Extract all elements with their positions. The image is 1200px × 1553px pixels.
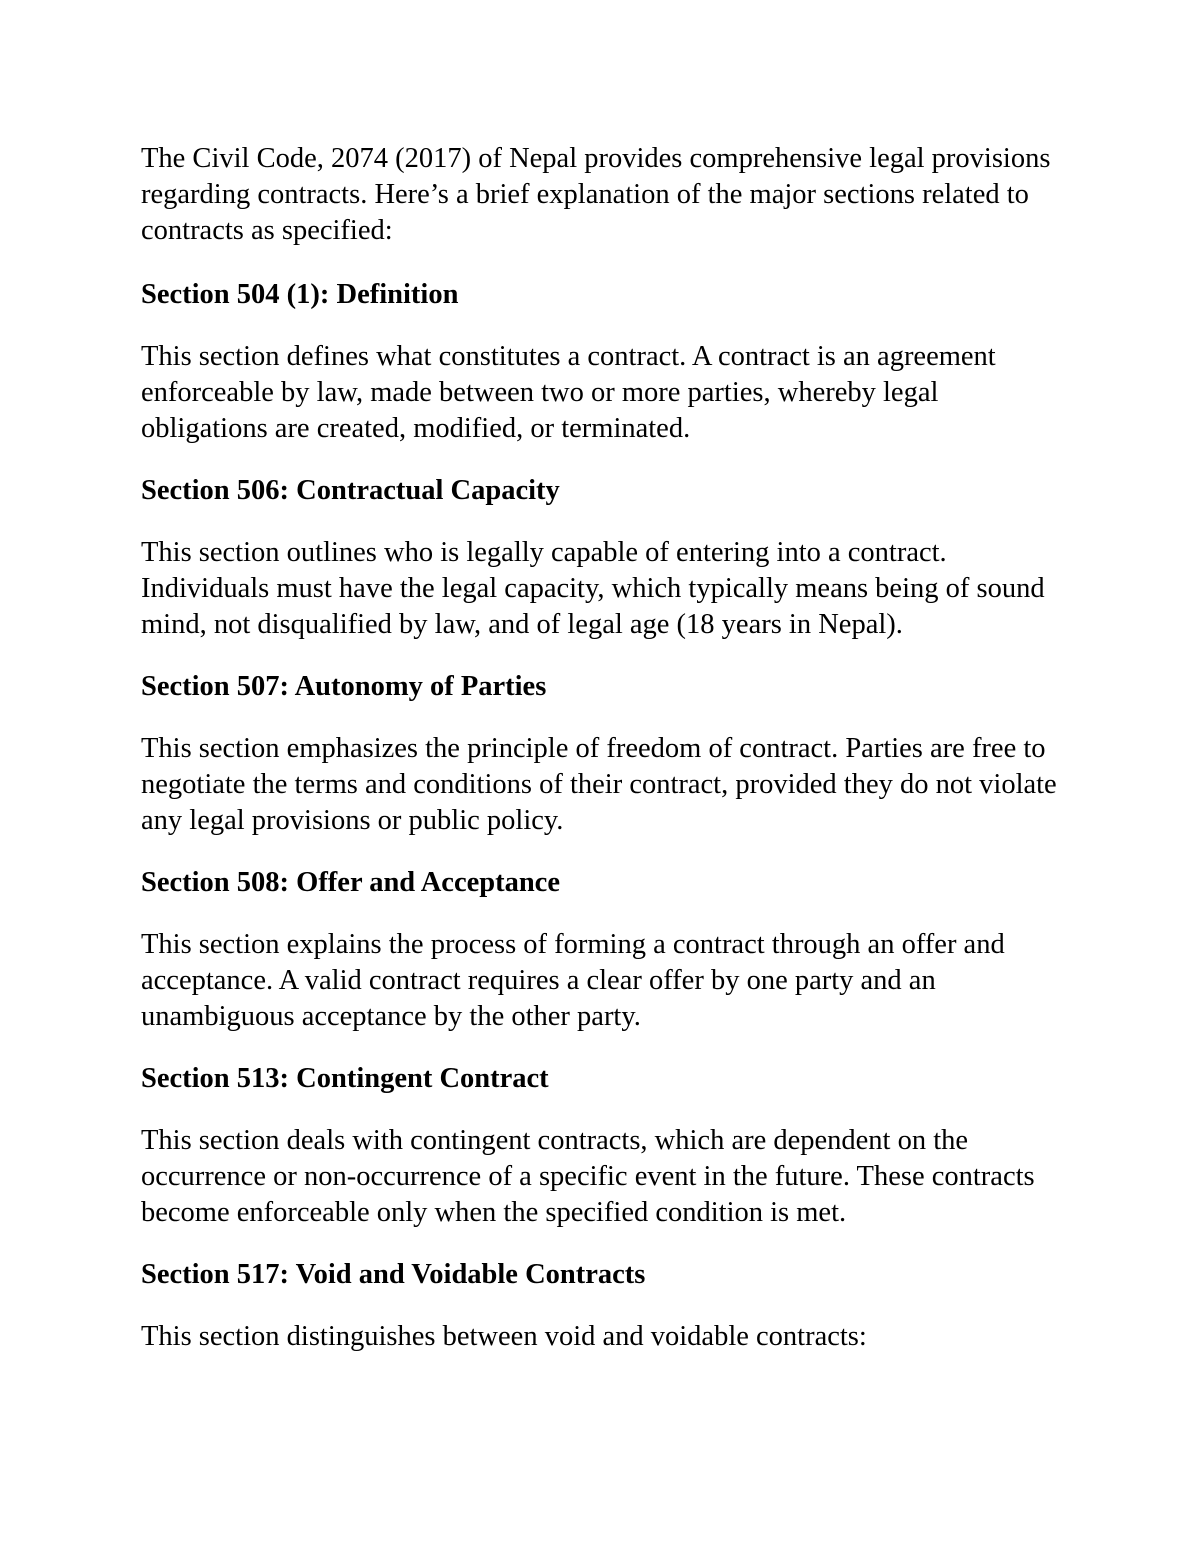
document-body [141,141,1071,1381]
intro-paragraph: The Civil Code, 2074 (2017) of Nepal provides comprehensive legal provisions regarding contracts. Here’s a brief explanation of the major sections related to contracts as specified: [141,143,1051,246]
section-504-heading: Section 504 (1): Definition [141,279,459,310]
section-507-text: This section emphasizes the principle of freedom of contract. Parties are free to negotiate the terms and conditions of their contract, provided they do not violate any legal provisions or public policy. [141,733,1057,836]
section-507-heading: Section 507: Autonomy of Parties [141,671,547,702]
section-508-text: This section explains the process of forming a contract through an offer and acceptance. A valid contract requires a clear offer by one party and an unambiguous acceptance by the other party. [141,929,1005,1032]
section-504-text: This section defines what constitutes a contract. A contract is an agreement enforceable by law, made between two or more parties, whereby legal obligations are created, modified, or terminated. [141,341,996,444]
section-517-heading: Section 517: Void and Voidable Contracts [141,1259,646,1290]
section-517-text: This section distinguishes between void and voidable contracts: [141,1321,867,1352]
section-506-text: This section outlines who is legally capable of entering into a contract. Individuals must have the legal capacity, which typically means being of sound mind, not disqualified by law, and of legal age (18 years in Nepal). [141,537,1045,640]
section-513-text: This section deals with contingent contracts, which are dependent on the occurrence or non-occurrence of a specific event in the future. These contracts become enforceable only when the specified condition is met. [141,1125,1035,1228]
section-506-heading: Section 506: Contractual Capacity [141,475,560,506]
section-513-heading: Section 513: Contingent Contract [141,1063,549,1094]
section-508-heading: Section 508: Offer and Acceptance [141,867,560,898]
